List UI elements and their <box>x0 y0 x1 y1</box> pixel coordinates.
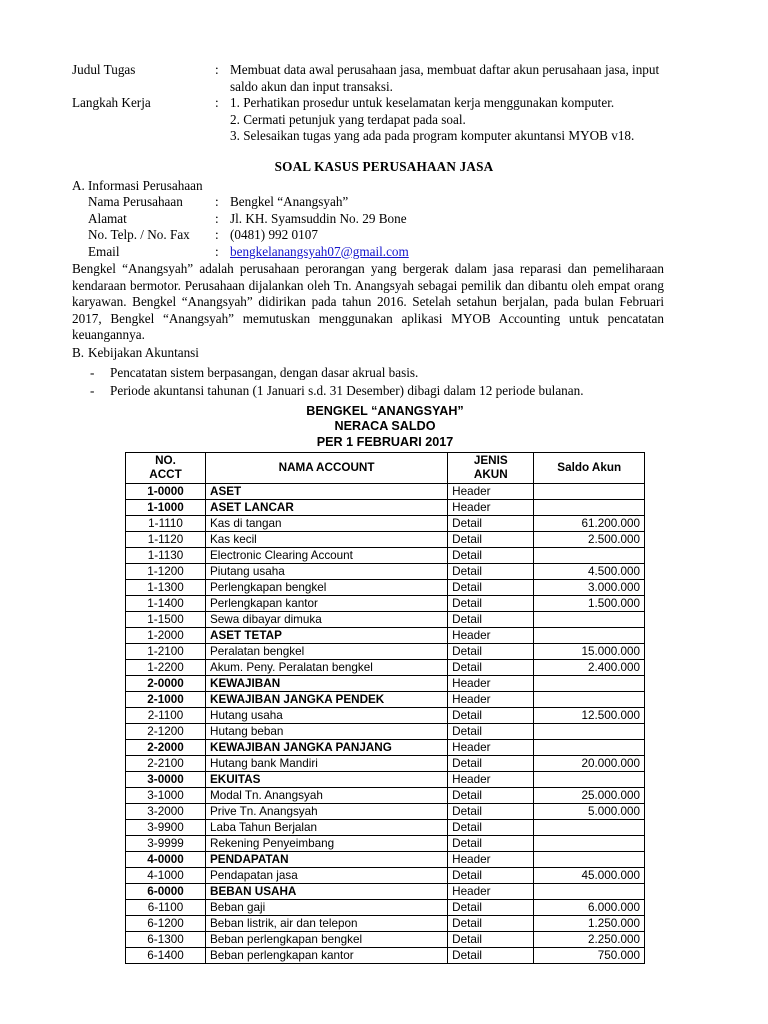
cell-balance: 15.000.000 <box>534 644 645 660</box>
cell-account-number: 4-1000 <box>126 868 206 884</box>
cell-account-name: Pendapatan jasa <box>206 868 448 884</box>
cell-account-type: Detail <box>448 820 534 836</box>
meta-value-line2: saldo akun dan input transaksi. <box>230 78 393 94</box>
cell-account-number: 3-9999 <box>126 836 206 852</box>
info-row-email <box>88 244 692 260</box>
dash-bullet-icon: - <box>90 383 95 399</box>
cell-account-name: Electronic Clearing Account <box>206 548 448 564</box>
cell-account-name: EKUITAS <box>206 772 448 788</box>
meta-value-langkah-kerja <box>230 95 692 145</box>
cell-balance <box>534 628 645 644</box>
cell-account-number: 1-1110 <box>126 516 206 532</box>
cell-account-type: Detail <box>448 564 534 580</box>
table-row <box>126 660 645 676</box>
table-row <box>126 676 645 692</box>
cell-account-type: Header <box>448 692 534 708</box>
info-value-email <box>230 244 692 260</box>
table-row <box>126 756 645 772</box>
cell-account-number: 2-2100 <box>126 756 206 772</box>
table-body <box>126 484 645 964</box>
company-description-paragraph: Bengkel “Anangsyah” adalah perusahaan perorangan yang bergerak dalam jasa reparasi dan pemeliharaan kendaraan bermotor. Perusahaan dijalankan oleh Tn. Anangsyah sebagai pemilik dan dibantu oleh empat orang karyawan. Bengkel “Anangsyah” didirikan pada tahun 2016. Setelah setahun berjalan, pada bulan Februari 2017, Bengkel “Anangsyah” memutuskan menggunakan aplikasi MYOB Accounting untuk pencatatan keuangannya. <box>72 261 664 343</box>
meta-label-langkah-kerja: Langkah Kerja <box>72 95 151 111</box>
table-row <box>126 708 645 724</box>
cell-account-name: Beban listrik, air dan telepon <box>206 916 448 932</box>
info-row-alamat <box>88 211 692 227</box>
cell-account-number: 3-2000 <box>126 804 206 820</box>
cell-account-type: Header <box>448 740 534 756</box>
cell-balance: 6.000.000 <box>534 900 645 916</box>
cell-account-type: Detail <box>448 900 534 916</box>
trial-balance-table <box>125 452 645 964</box>
table-row <box>126 628 645 644</box>
column-header-jenis-akun-line2: AKUN <box>473 468 508 481</box>
cell-account-number: 2-1000 <box>126 692 206 708</box>
cell-account-name: Hutang usaha <box>206 708 448 724</box>
cell-account-type: Header <box>448 676 534 692</box>
cell-account-number: 1-1300 <box>126 580 206 596</box>
cell-account-name: Sewa dibayar dimuka <box>206 612 448 628</box>
cell-account-type: Detail <box>448 868 534 884</box>
cell-account-name: ASET <box>206 484 448 500</box>
section-a-letter: A. <box>72 178 85 193</box>
document-heading: SOAL KASUS PERUSAHAAN JASA <box>274 159 494 174</box>
cell-account-name: ASET LANCAR <box>206 500 448 516</box>
cell-account-type: Detail <box>448 516 534 532</box>
cell-account-type: Header <box>448 628 534 644</box>
step-item: 1. Perhatikan prosedur untuk keselamatan kerja menggunakan komputer. <box>230 95 615 111</box>
meta-row-langkah-kerja <box>72 95 692 145</box>
table-row <box>126 820 645 836</box>
accounting-policy-list <box>72 364 692 400</box>
cell-account-name: Beban perlengkapan bengkel <box>206 932 448 948</box>
table-row <box>126 788 645 804</box>
column-header-no-acct-line1: NO. <box>155 454 176 467</box>
cell-account-number: 6-0000 <box>126 884 206 900</box>
cell-account-number: 1-1200 <box>126 564 206 580</box>
cell-account-type: Detail <box>448 788 534 804</box>
cell-account-name: Hutang bank Mandiri <box>206 756 448 772</box>
section-b-letter: B. <box>72 345 85 360</box>
cell-account-number: 1-1000 <box>126 500 206 516</box>
cell-balance <box>534 772 645 788</box>
cell-balance: 2.500.000 <box>534 532 645 548</box>
table-row <box>126 644 645 660</box>
policy-item-text: Periode akuntansi tahunan (1 Januari s.d. 31 Desember) dibagi dalam 12 periode bulanan. <box>110 383 584 399</box>
info-value-telp-fax: (0481) 992 0107 <box>230 227 318 243</box>
cell-balance <box>534 500 645 516</box>
cell-balance <box>534 692 645 708</box>
cell-account-name: Laba Tahun Berjalan <box>206 820 448 836</box>
step-item: 3. Selesaikan tugas yang ada pada program komputer akuntansi MYOB v18. <box>230 128 635 144</box>
meta-label-judul-tugas: Judul Tugas <box>72 62 136 77</box>
cell-balance: 1.500.000 <box>534 596 645 612</box>
cell-account-type: Detail <box>448 708 534 724</box>
cell-balance: 4.500.000 <box>534 564 645 580</box>
table-row <box>126 548 645 564</box>
cell-account-type: Detail <box>448 532 534 548</box>
section-b-title <box>72 345 692 361</box>
cell-account-type: Header <box>448 772 534 788</box>
info-value-alamat: Jl. KH. Syamsuddin No. 29 Bone <box>230 210 407 226</box>
info-label: Alamat <box>88 210 127 226</box>
cell-account-number: 2-1200 <box>126 724 206 740</box>
meta-value-line1: Membuat data awal perusahaan jasa, membuat daftar akun perusahaan jasa, input <box>230 62 660 77</box>
cell-account-name: Peralatan bengkel <box>206 644 448 660</box>
cell-account-type: Header <box>448 484 534 500</box>
cell-balance <box>534 836 645 852</box>
cell-account-name: KEWAJIBAN <box>206 676 448 692</box>
table-row <box>126 900 645 916</box>
cell-account-name: Kas di tangan <box>206 516 448 532</box>
cell-account-number: 4-0000 <box>126 852 206 868</box>
cell-account-name: Kas kecil <box>206 532 448 548</box>
cell-account-name: BEBAN USAHA <box>206 884 448 900</box>
cell-account-name: Beban gaji <box>206 900 448 916</box>
info-row-nama-perusahaan <box>88 194 692 210</box>
cell-account-number: 1-1130 <box>126 548 206 564</box>
cell-account-number: 1-1400 <box>126 596 206 612</box>
cell-account-type: Detail <box>448 580 534 596</box>
cell-account-type: Detail <box>448 804 534 820</box>
section-a-title-text: Informasi Perusahaan <box>88 178 203 193</box>
column-header-jenis-akun <box>448 453 534 484</box>
cell-account-name: Rekening Penyeimbang <box>206 836 448 852</box>
cell-balance: 2.250.000 <box>534 932 645 948</box>
info-colon: : <box>215 227 219 243</box>
table-row <box>126 932 645 948</box>
cell-account-name: Modal Tn. Anangsyah <box>206 788 448 804</box>
table-row <box>126 836 645 852</box>
section-b-title-text: Kebijakan Akuntansi <box>88 345 199 360</box>
cell-balance <box>534 852 645 868</box>
column-header-no-acct <box>126 453 206 484</box>
cell-balance <box>534 548 645 564</box>
info-row-telp-fax <box>88 227 692 243</box>
cell-balance <box>534 612 645 628</box>
cell-account-number: 2-0000 <box>126 676 206 692</box>
trial-balance-title-line2: NERACA SALDO <box>334 419 436 434</box>
trial-balance-title <box>125 404 645 450</box>
cell-account-number: 3-9900 <box>126 820 206 836</box>
cell-account-number: 6-1300 <box>126 932 206 948</box>
cell-account-number: 6-1200 <box>126 916 206 932</box>
table-row <box>126 564 645 580</box>
cell-account-number: 2-2000 <box>126 740 206 756</box>
section-informasi-perusahaan <box>72 178 692 344</box>
info-label: Email <box>88 243 120 259</box>
info-label: No. Telp. / No. Fax <box>88 227 190 243</box>
cell-account-name: KEWAJIBAN JANGKA PANJANG <box>206 740 448 756</box>
assignment-meta-block <box>72 62 692 145</box>
dash-bullet-icon: - <box>90 365 95 381</box>
info-label: Nama Perusahaan <box>88 194 183 210</box>
cell-account-name: Prive Tn. Anangsyah <box>206 804 448 820</box>
cell-balance: 1.250.000 <box>534 916 645 932</box>
cell-account-number: 1-0000 <box>126 484 206 500</box>
cell-account-name: PENDAPATAN <box>206 852 448 868</box>
cell-account-number: 1-2000 <box>126 628 206 644</box>
meta-colon: : <box>215 62 219 77</box>
cell-balance: 25.000.000 <box>534 788 645 804</box>
meta-row-judul-tugas <box>72 62 692 95</box>
cell-account-number: 3-1000 <box>126 788 206 804</box>
cell-account-type: Detail <box>448 836 534 852</box>
table-row <box>126 516 645 532</box>
cell-balance: 20.000.000 <box>534 756 645 772</box>
cell-account-number: 1-2200 <box>126 660 206 676</box>
table-row <box>126 868 645 884</box>
info-colon: : <box>215 194 219 210</box>
cell-balance: 5.000.000 <box>534 804 645 820</box>
policy-item-text: Pencatatan sistem berpasangan, dengan dasar akrual basis. <box>110 365 419 381</box>
cell-account-name: Hutang beban <box>206 724 448 740</box>
cell-account-number: 6-1100 <box>126 900 206 916</box>
cell-account-type: Detail <box>448 948 534 964</box>
cell-balance <box>534 820 645 836</box>
cell-account-type: Header <box>448 852 534 868</box>
cell-account-number: 1-1120 <box>126 532 206 548</box>
cell-account-name: Perlengkapan kantor <box>206 596 448 612</box>
cell-account-type: Detail <box>448 724 534 740</box>
cell-account-number: 2-1100 <box>126 708 206 724</box>
cell-account-type: Detail <box>448 660 534 676</box>
step-item: 2. Cermati petunjuk yang terdapat pada soal. <box>230 111 466 127</box>
table-row <box>126 740 645 756</box>
cell-balance <box>534 740 645 756</box>
cell-account-number: 1-2100 <box>126 644 206 660</box>
table-header-row <box>126 453 645 484</box>
section-a-title <box>72 178 692 194</box>
column-header-nama-account: NAMA ACCOUNT <box>206 453 448 484</box>
table-row <box>126 532 645 548</box>
column-header-jenis-akun-line1: JENIS <box>473 454 508 467</box>
table-row <box>126 484 645 500</box>
cell-balance: 45.000.000 <box>534 868 645 884</box>
cell-account-name: ASET TETAP <box>206 628 448 644</box>
meta-value-judul-tugas <box>230 62 692 95</box>
cell-balance: 750.000 <box>534 948 645 964</box>
policy-item <box>90 382 692 400</box>
table-row <box>126 612 645 628</box>
steps-list <box>230 95 692 145</box>
cell-account-type: Header <box>448 500 534 516</box>
trial-balance-title-line1: BENGKEL “ANANGSYAH” <box>306 404 464 418</box>
table-head <box>126 453 645 484</box>
cell-account-name: Beban perlengkapan kantor <box>206 948 448 964</box>
column-header-saldo-akun: Saldo Akun <box>534 453 645 484</box>
cell-account-type: Detail <box>448 916 534 932</box>
cell-balance <box>534 724 645 740</box>
table-row <box>126 852 645 868</box>
cell-account-type: Detail <box>448 756 534 772</box>
table-row <box>126 884 645 900</box>
cell-account-type: Detail <box>448 596 534 612</box>
cell-balance <box>534 484 645 500</box>
cell-account-type: Detail <box>448 932 534 948</box>
info-colon: : <box>215 210 219 226</box>
cell-balance <box>534 884 645 900</box>
section-kebijakan-akuntansi <box>72 345 692 400</box>
cell-balance <box>534 676 645 692</box>
cell-balance: 61.200.000 <box>534 516 645 532</box>
table-row <box>126 948 645 964</box>
table-row <box>126 500 645 516</box>
cell-account-name: Piutang usaha <box>206 564 448 580</box>
cell-balance: 3.000.000 <box>534 580 645 596</box>
company-info-list <box>88 194 692 260</box>
cell-account-type: Detail <box>448 644 534 660</box>
cell-account-type: Detail <box>448 548 534 564</box>
table-row <box>126 804 645 820</box>
cell-account-number: 1-1500 <box>126 612 206 628</box>
info-colon: : <box>215 243 219 259</box>
cell-account-type: Header <box>448 884 534 900</box>
trial-balance-title-line3: PER 1 FEBRUARI 2017 <box>316 434 454 449</box>
table-row <box>126 916 645 932</box>
cell-account-number: 6-1400 <box>126 948 206 964</box>
cell-account-type: Detail <box>448 612 534 628</box>
policy-item <box>90 364 692 382</box>
info-value-nama-perusahaan: Bengkel “Anangsyah” <box>230 194 349 210</box>
meta-colon-steps: : <box>215 95 219 111</box>
table-row <box>126 580 645 596</box>
email-link[interactable]: bengkelanangsyah07@gmail.com <box>230 243 409 259</box>
cell-account-name: KEWAJIBAN JANGKA PENDEK <box>206 692 448 708</box>
cell-account-name: Perlengkapan bengkel <box>206 580 448 596</box>
cell-account-number: 3-0000 <box>126 772 206 788</box>
table-row <box>126 596 645 612</box>
table-row <box>126 724 645 740</box>
cell-balance: 12.500.000 <box>534 708 645 724</box>
cell-account-name: Akum. Peny. Peralatan bengkel <box>206 660 448 676</box>
cell-balance: 2.400.000 <box>534 660 645 676</box>
column-header-no-acct-line2: ACCT <box>149 468 182 481</box>
table-row <box>126 692 645 708</box>
table-row <box>126 772 645 788</box>
